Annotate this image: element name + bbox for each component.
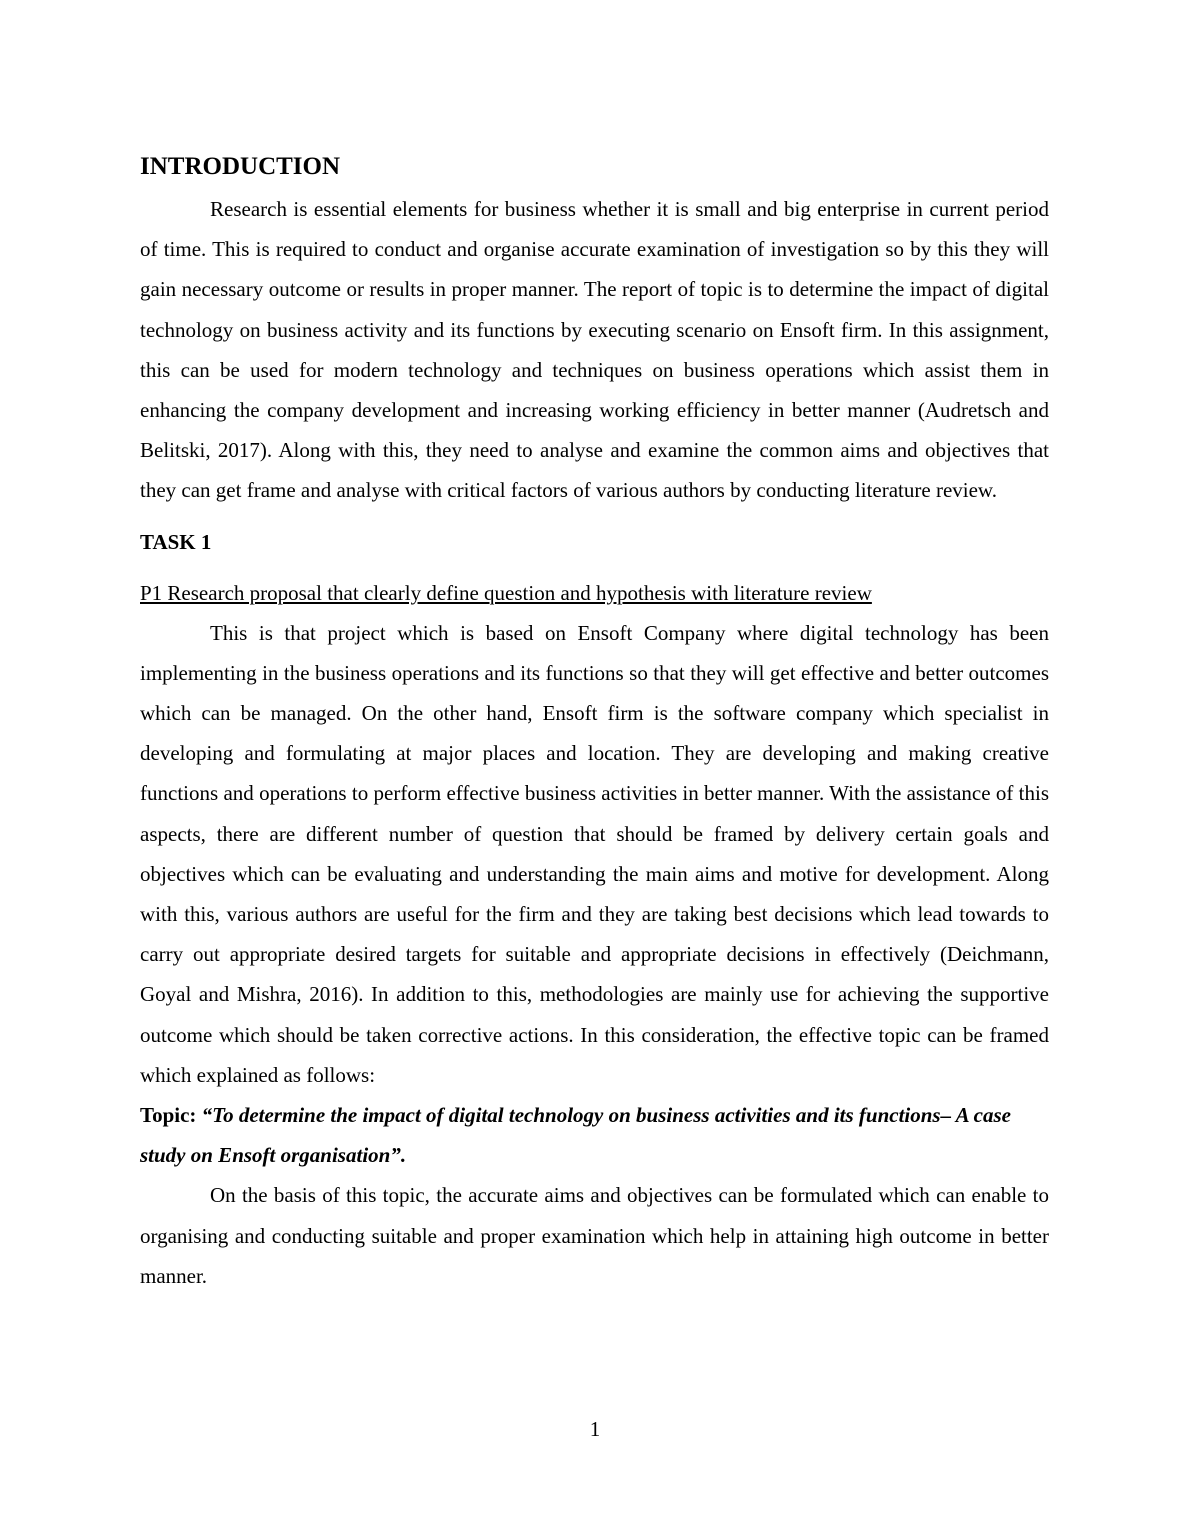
page-number: 1 <box>589 1417 601 1441</box>
document-page <box>140 150 1049 1296</box>
topic-text: “To determine the impact of digital technology on business activities and its functions– A case study on Ensoft organisation”. <box>140 1103 1011 1168</box>
closing-paragraph: On the basis of this topic, the accurate aims and objectives can be formulated which can enable to organising and conducting suitable and proper examination which help in attaining high outcome in better manner. <box>140 1183 1049 1288</box>
task-1-paragraph: This is that project which is based on Ensoft Company where digital technology has been implementing in the business operations and its functions so that they will get effective and better outcomes which can be managed. On the other hand, Ensoft firm is the software company which specialist in developing and formulating at major places and location. They are developing and making creative functions and operations to perform effective business activities in better manner. With the assistance of this aspects, there are different number of question that should be framed by delivery certain goals and objectives which can be evaluating and understanding the main aims and motive for development. Along with this, various authors are useful for the firm and they are taking best decisions which lead towards to carry out appropriate desired targets for suitable and appropriate decisions in effectively (Deichmann, Goyal and Mishra, 2016). In addition to this, methodologies are mainly use for achieving the supportive outcome which should be taken corrective actions. In this consideration, the effective topic can be framed which explained as follows: <box>140 620 1049 1087</box>
task-1-heading: TASK 1 <box>140 529 212 554</box>
topic-label: Topic: <box>140 1103 202 1128</box>
introduction-paragraph: Research is essential elements for business whether it is small and big enterprise in current period of time. This is required to conduct and organise accurate examination of investigation so by this they will gain necessary outcome or results in proper manner. The report of topic is to determine the impact of digital technology on business activity and its functions by executing scenario on Ensoft firm. In this assignment, this can be used for modern technology and techniques on business operations which assist them in enhancing the company development and increasing working efficiency in better manner (Audretsch and Belitski, 2017). Along with this, they need to analyse and examine the common aims and objectives that they can get frame and analyse with critical factors of various authors by conducting literature review. <box>140 197 1049 503</box>
introduction-heading: INTRODUCTION <box>140 153 341 180</box>
p1-subheading: P1 Research proposal that clearly define question and hypothesis with literature review <box>140 580 872 605</box>
topic-statement <box>140 1095 1049 1175</box>
